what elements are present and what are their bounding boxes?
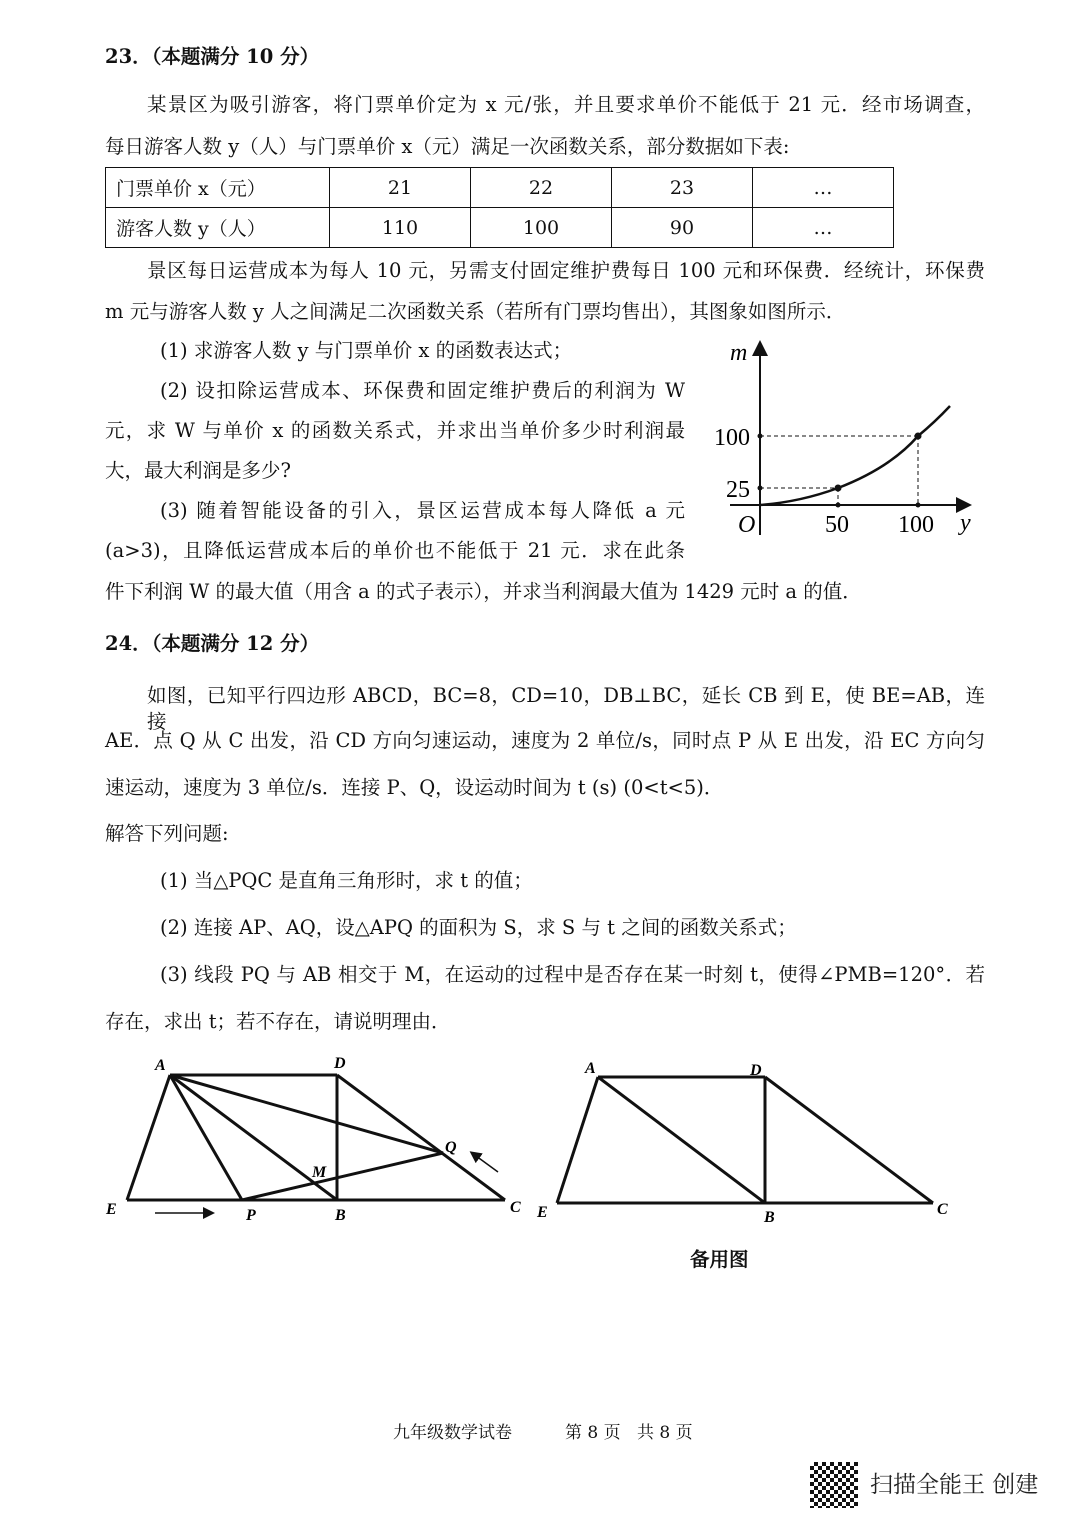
label-a: A	[155, 1057, 166, 1074]
origin-label: O	[738, 512, 756, 538]
y-axis-label: y	[960, 510, 971, 536]
quadratic-graph	[700, 330, 980, 550]
tick-100x: 100	[898, 512, 934, 538]
figure-main	[127, 1075, 505, 1200]
row-header: 游客人数 y（人）	[106, 208, 330, 248]
q23-line: m 元与游客人数 y 人之间满足二次函数关系（若所有门票均售出），其图象如图所示．	[105, 300, 846, 323]
q24-part2: (2) 连接 AP、AQ，设△APQ 的面积为 S，求 S 与 t 之间的函数关系式；	[160, 916, 797, 939]
q23-line: 某景区为吸引游客，将门票单价定为 x 元/张，并且要求单价不能低于 21 元．经市场调查，	[147, 93, 985, 116]
label-b: B	[335, 1207, 346, 1224]
q23-line: 每日游客人数 y（人）与门票单价 x（元）满足一次函数关系，部分数据如下表:	[105, 135, 790, 158]
parabola-curve	[760, 406, 950, 505]
label-q: Q	[445, 1139, 457, 1156]
label-p: P	[246, 1207, 256, 1224]
cell: …	[753, 208, 894, 248]
label-a: A	[585, 1060, 596, 1077]
tick-50: 50	[825, 512, 849, 538]
q23-line: (a>3)，且降低运营成本后的单价也不能低于 21 元．求在此条	[105, 539, 685, 562]
footer-page: 第 8 页	[565, 1423, 621, 1443]
tick-100: 100	[714, 425, 750, 451]
label-e: E	[537, 1204, 548, 1221]
q23-line: 大，最大利润是多少?	[105, 459, 291, 482]
cell: …	[753, 168, 894, 208]
data-table	[105, 167, 894, 248]
q23-line: 元，求 W 与单价 x 的函数关系式，并求出当单价多少时利润最	[105, 419, 685, 442]
label-m: M	[312, 1164, 327, 1181]
m-axis-label: m	[730, 340, 748, 366]
label-c: C	[937, 1201, 948, 1218]
q24-line: 存在，求出 t；若不存在，请说明理由．	[105, 1010, 451, 1033]
q24-part3: (3) 线段 PQ 与 AB 相交于 M，在运动的过程中是否存在某一时刻 t，使得∠PMB=120°．若	[160, 963, 985, 986]
footer-title: 九年级数学试卷	[393, 1423, 512, 1443]
cell: 23	[612, 168, 753, 208]
cell: 22	[471, 168, 612, 208]
scanner-watermark: 扫描全能王 创建	[870, 1472, 1039, 1498]
q23-part3: (3) 随着智能设备的引入，景区运营成本每人降低 a 元	[160, 499, 685, 522]
label-d: D	[750, 1062, 762, 1079]
q23-line: 件下利润 W 的最大值（用含 a 的式子表示），并求当利润最大值为 1429 元时 a 的值．	[105, 580, 862, 603]
qr-code-icon	[810, 1462, 858, 1508]
table-row	[106, 208, 894, 248]
geometry-figures	[0, 1040, 1080, 1280]
q23-part2: (2) 设扣除运营成本、环保费和固定维护费后的利润为 W	[160, 379, 685, 402]
q23-part1: (1) 求游客人数 y 与门票单价 x 的函数表达式；	[160, 339, 573, 362]
cell: 110	[330, 208, 471, 248]
table-row	[106, 168, 894, 208]
backup-figure-caption: 备用图	[690, 1248, 749, 1271]
footer-total: 共 8 页	[637, 1423, 693, 1443]
tick-25: 25	[726, 477, 750, 503]
q24-heading: 24．（本题满分 12 分）	[105, 632, 320, 655]
q24-line: 解答下列问题:	[105, 822, 229, 845]
cell: 100	[471, 208, 612, 248]
q24-line: 速运动，速度为 3 单位/s．连接 P、Q，设运动时间为 t (s) (0<t<5)．	[105, 776, 724, 799]
q24-part1: (1) 当△PQC 是直角三角形时，求 t 的值；	[160, 869, 533, 892]
q23-heading: 23．（本题满分 10 分）	[105, 45, 320, 68]
label-b: B	[764, 1209, 775, 1226]
label-d: D	[334, 1055, 346, 1072]
row-header: 门票单价 x（元）	[106, 168, 330, 208]
label-e: E	[106, 1201, 117, 1218]
arrow-q-direction	[472, 1153, 498, 1172]
cell: 90	[612, 208, 753, 248]
cell: 21	[330, 168, 471, 208]
q24-line: 如图，已知平行四边形 ABCD，BC=8，CD=10，DB⊥BC，延长 CB 到 E，使 BE=AB，连接	[147, 684, 985, 733]
label-c: C	[510, 1199, 521, 1216]
q24-line: AE．点 Q 从 C 出发，沿 CD 方向匀速运动，速度为 2 单位/s，同时点 P 从 E 出发，沿 EC 方向匀	[105, 729, 985, 752]
q23-line: 景区每日运营成本为每人 10 元，另需支付固定维护费每日 100 元和环保费．经统计，环保费	[147, 259, 985, 282]
figure-backup	[557, 1077, 933, 1203]
